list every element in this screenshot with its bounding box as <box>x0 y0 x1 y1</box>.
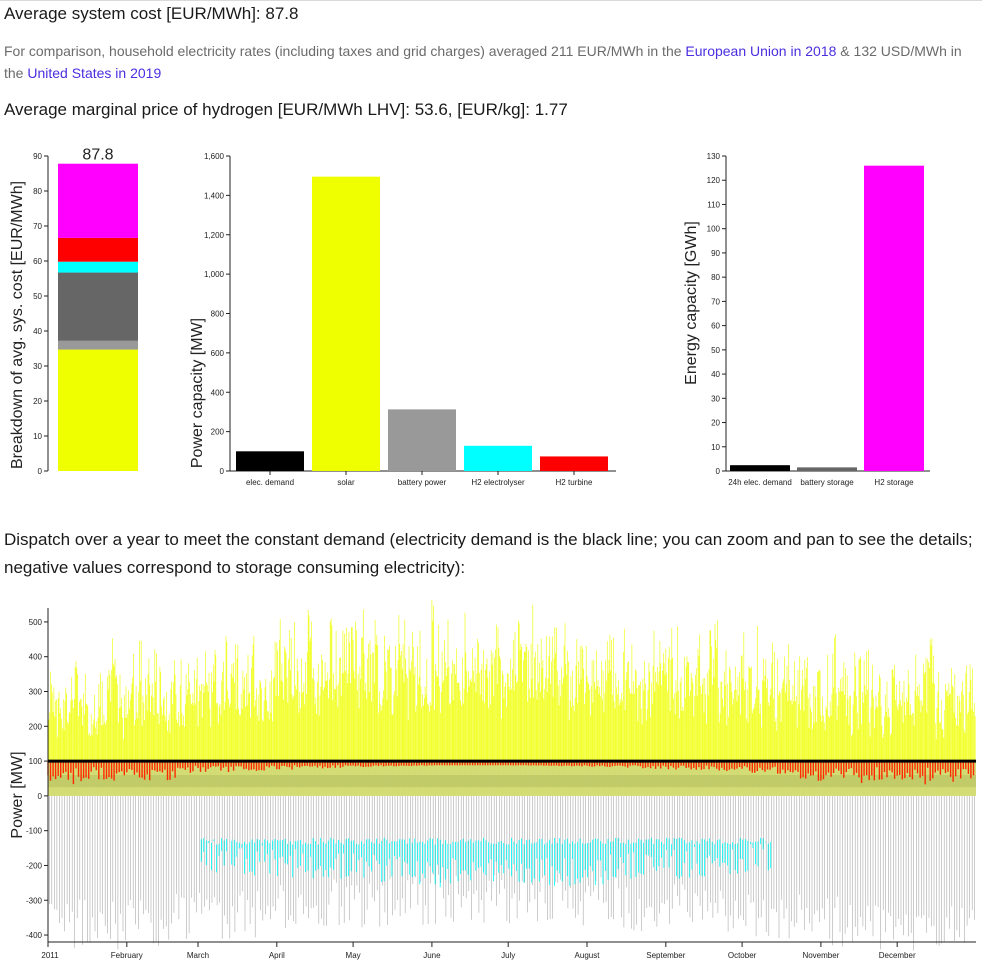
cost-ytick-label: 0 <box>37 467 42 476</box>
energy-capacity-chart <box>680 135 940 495</box>
dispatch-xtick-label: July <box>501 951 516 960</box>
us-link[interactable]: United States in 2019 <box>27 65 162 81</box>
dispatch-ytick-label: 0 <box>37 791 42 801</box>
power-ytick-label: 1,400 <box>203 191 224 201</box>
dispatch-xtick-label: June <box>423 951 441 960</box>
power-xtick-label: battery power <box>397 478 447 487</box>
dispatch-ytick-label: -300 <box>25 896 42 906</box>
power-xtick-label: H2 electrolyser <box>471 478 525 487</box>
power-ytick-label: 1,000 <box>203 270 224 280</box>
dispatch-xtick-label: February <box>110 951 143 960</box>
power-ytick-label: 0 <box>219 467 224 476</box>
energy-xtick-label: battery storage <box>800 478 854 487</box>
dispatch-heading: Dispatch over a year to meet the constant demand (electricity demand is the black line; you can zoom and pan to see the details; negative values correspond to storage consuming electricity): <box>4 530 973 577</box>
energy-ytick-label: 10 <box>711 442 720 452</box>
power-ytick-label: 800 <box>210 309 224 319</box>
cost-ytick-label: 40 <box>33 327 42 336</box>
energy-bar-24h-elec-demand <box>730 465 790 471</box>
hydrogen-price-heading: Average marginal price of hydrogen [EUR/MWh LHV]: 53.6, [EUR/kg]: 1.77 <box>4 100 568 119</box>
dispatch-xtick-label: May <box>345 951 361 960</box>
power-bar-solar <box>312 177 380 471</box>
cost-segment-battery-storage <box>58 273 138 341</box>
cost-ytick-label: 70 <box>33 222 42 231</box>
energy-ytick-label: 30 <box>711 394 720 404</box>
power-ytick-label: 1,200 <box>203 230 224 240</box>
cost-breakdown-ylabel: Breakdown of avg. sys. cost [EUR/MWh] <box>9 180 26 470</box>
cost-ytick-label: 30 <box>33 362 42 371</box>
comparison-middle: & 132 USD/MWh in the <box>4 43 962 81</box>
energy-ytick-label: 60 <box>711 321 720 331</box>
dispatch-h2-electrolyser-series <box>201 838 771 887</box>
power-ytick-label: 1,600 <box>203 152 224 161</box>
dispatch-ytick-label: -400 <box>25 931 42 941</box>
power-xtick-label: elec. demand <box>245 478 295 487</box>
top-divider <box>0 0 982 1</box>
dispatch-ytick-label: 200 <box>28 722 42 732</box>
energy-ytick-label: 0 <box>715 467 720 476</box>
eu-link[interactable]: European Union in 2018 <box>685 43 837 59</box>
dispatch-xtick-label: August <box>574 951 600 960</box>
power-ytick-label: 200 <box>210 427 224 437</box>
cost-segment-solar <box>58 350 138 471</box>
dispatch-xtick-label: December <box>878 951 916 960</box>
energy-ytick-label: 90 <box>711 248 720 258</box>
dispatch-ytick-label: 500 <box>28 617 42 627</box>
energy-ytick-label: 50 <box>711 345 720 355</box>
energy-ytick-label: 100 <box>706 224 720 234</box>
power-bar-h2-electrolyser <box>464 446 532 471</box>
energy-xtick-label: H2 storage <box>874 478 914 487</box>
dispatch-ytick-label: 100 <box>28 757 42 767</box>
dispatch-xtick-label: October <box>727 951 757 960</box>
dispatch-ytick-label: -100 <box>25 826 42 836</box>
energy-ytick-label: 70 <box>711 297 720 307</box>
cost-segment-battery-power <box>58 341 138 350</box>
dispatch-xtick-label: 2011 <box>41 951 59 960</box>
dispatch-chart[interactable] <box>0 600 982 979</box>
cost-ytick-label: 80 <box>33 187 42 196</box>
power-bar-elec-demand <box>236 451 304 471</box>
power-capacity-ylabel: Power capacity [MW] <box>189 317 206 469</box>
energy-ytick-label: 120 <box>706 176 720 186</box>
dispatch-mixed-band <box>48 775 976 787</box>
dispatch-ytick-label: 400 <box>28 652 42 662</box>
power-capacity-chart <box>180 135 630 495</box>
comparison-paragraph <box>4 40 980 84</box>
energy-xtick-label: 24h elec. demand <box>728 478 792 487</box>
energy-capacity-ylabel: Energy capacity [GWh] <box>683 221 700 385</box>
cost-ytick-label: 90 <box>33 152 42 161</box>
power-bar-battery-power <box>388 409 456 471</box>
energy-ytick-label: 110 <box>707 200 720 210</box>
cost-segment-h2-storage <box>58 164 138 238</box>
dispatch-xtick-label: March <box>186 951 210 960</box>
energy-ytick-label: 80 <box>711 273 720 283</box>
energy-ytick-label: 40 <box>711 370 720 380</box>
cost-ytick-label: 60 <box>33 257 42 266</box>
cost-ytick-label: 20 <box>33 397 42 406</box>
dispatch-ytick-label: 300 <box>28 687 42 697</box>
cost-ytick-label: 50 <box>33 292 42 301</box>
dispatch-xtick-label: April <box>268 951 285 960</box>
cost-breakdown-chart <box>0 135 170 495</box>
cost-segment-h2-electrolyser <box>58 262 138 273</box>
energy-bar-battery-storage <box>797 467 857 471</box>
power-ytick-label: 400 <box>210 388 224 398</box>
power-bar-h2-turbine <box>540 456 608 471</box>
dispatch-ytick-label: -200 <box>25 861 42 871</box>
energy-ytick-label: 20 <box>711 418 720 428</box>
system-cost-heading: Average system cost [EUR/MWh]: 87.8 <box>4 4 299 23</box>
power-xtick-label: solar <box>337 478 355 487</box>
dispatch-ylabel: Power [MW] <box>9 751 26 839</box>
cost-segment-h2-turbine <box>58 238 138 262</box>
energy-ytick-label: 130 <box>706 152 720 161</box>
comparison-prefix: For comparison, household electricity rates (including taxes and grid charges) averaged 211 EUR/MWh in the <box>4 43 686 59</box>
energy-bar-h2-storage <box>864 166 924 471</box>
cost-ytick-label: 10 <box>33 432 42 441</box>
dispatch-xtick-label: September <box>646 951 686 960</box>
power-ytick-label: 600 <box>210 348 224 358</box>
dispatch-xtick-label: November <box>802 951 840 960</box>
power-xtick-label: H2 turbine <box>555 478 593 487</box>
dispatch-battery-charging-series <box>49 796 974 951</box>
cost-total-label: 87.8 <box>82 146 114 164</box>
